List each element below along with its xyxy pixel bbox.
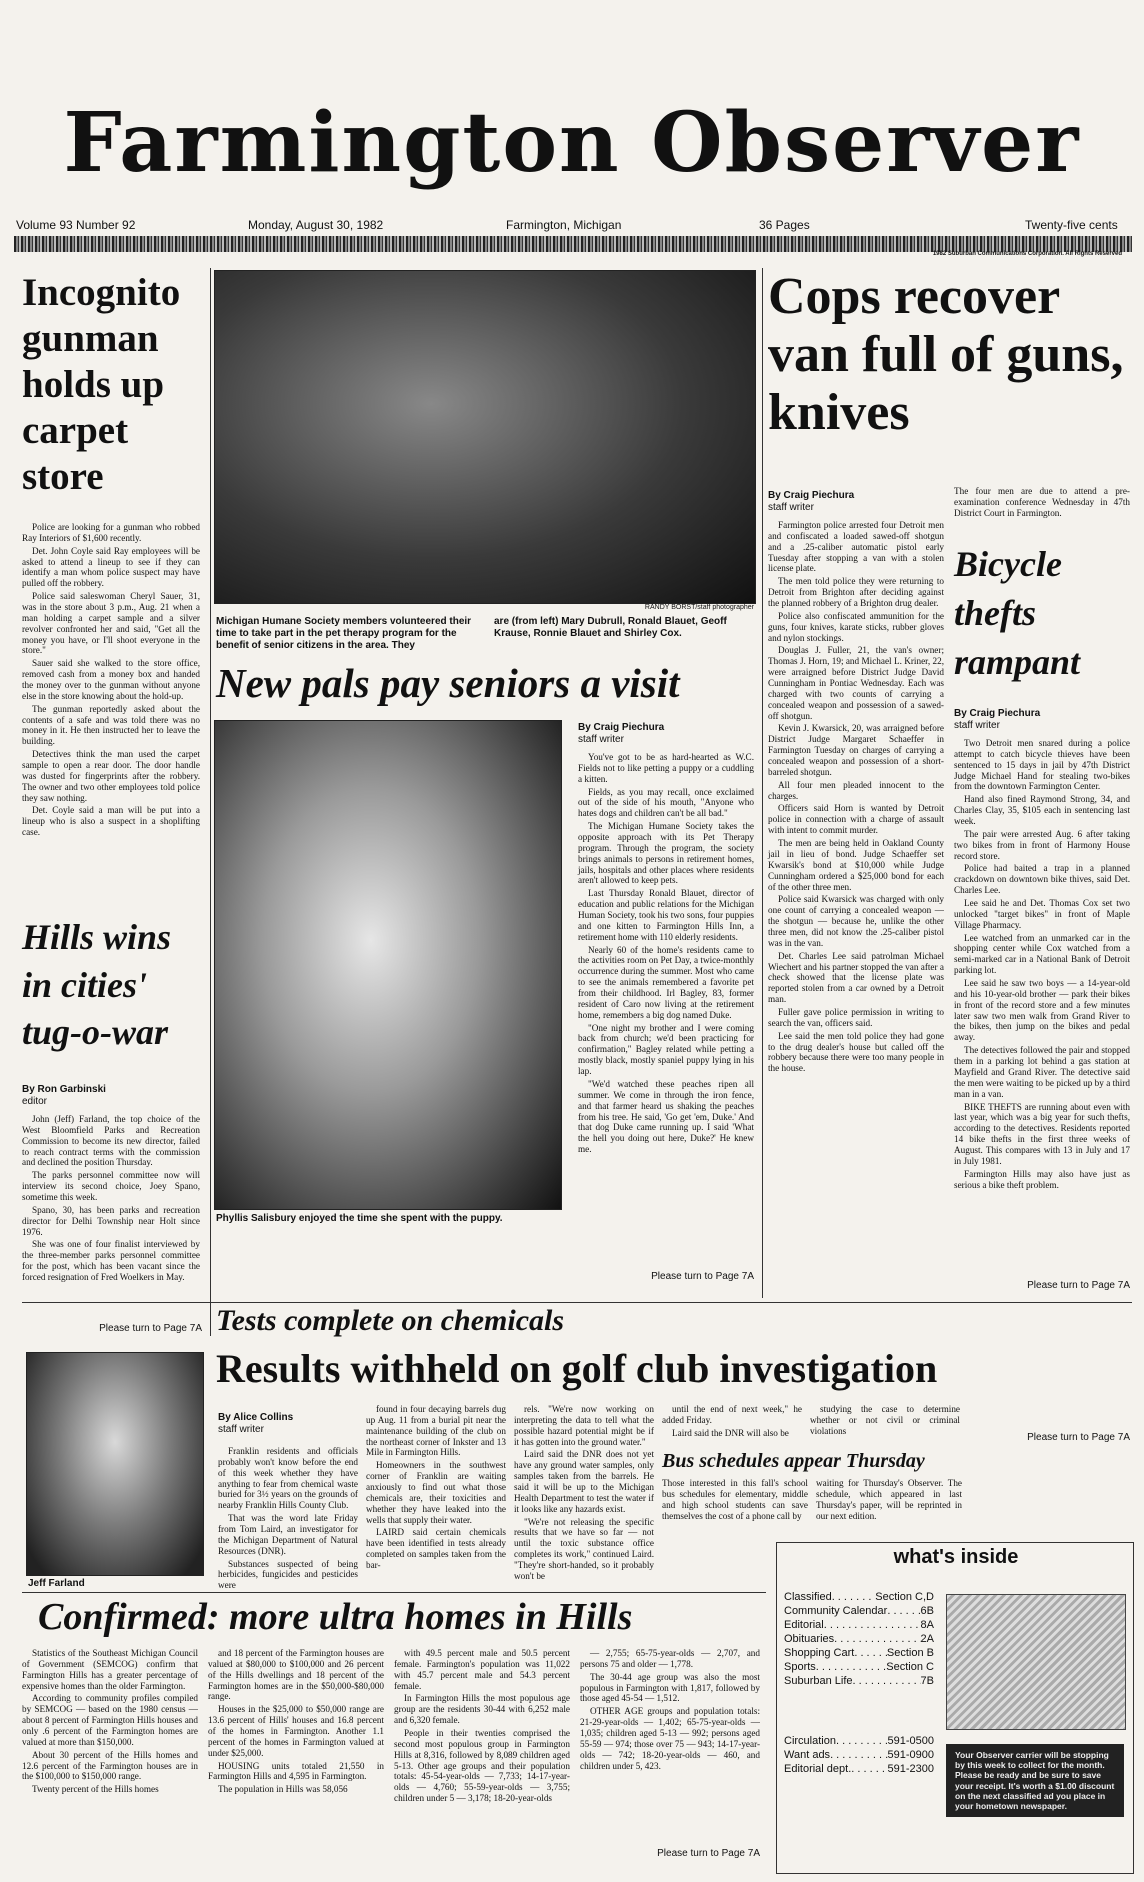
ultra-paragraph: In Farmington Hills the most populous age group are the residents 30-44 with 6,252 male and 6,320 female. [394, 1693, 570, 1726]
pals-paragraph: "We'd watched these peaches ripen all summer. We come in through the iron fence, and that farmer heard us shaking the peaches from his tree. He said, 'Go get 'em, Duke.' And that dog Duke came running up. I said 'What the hell you doing out here, Duke?' He knew me. [578, 1078, 754, 1155]
photo-caption-farland: Jeff Farland [28, 1578, 85, 1589]
story-ultra-col4 [580, 1648, 760, 1773]
byline-golf [218, 1412, 358, 1436]
phone-item-value: 591-0900 [887, 1749, 934, 1762]
sneaker-illustration [946, 1594, 1126, 1730]
phone-item-label: Want ads [784, 1749, 831, 1762]
golf-paragraph: found in four decaying barrels dug up Aug. 11 from a burial pit near the maintenance building of the club on the northeast corner of Inkster and 13 Mile in Farmington Hills. [366, 1404, 506, 1458]
bicycle-paragraph: Police had baited a trap in a planned crackdown on downtown bike thives, said Det. Charles Lee. [954, 863, 1130, 896]
phone-item [784, 1748, 934, 1762]
pals-paragraph: Fields, as you may recall, once exclaimed out of the side of his mouth, "Anyone who hates dogs and children can't be all bad." [578, 786, 754, 819]
index-item-value: Section C,D [875, 1591, 934, 1603]
phone-item-leader [851, 1762, 887, 1776]
bicycle-paragraph: BIKE THEFTS are running about even with last year, which was a big year for such thefts, according to the detectives. Residents reported 14 bike thefts in the first three weeks of August. This compares with 13 in July and 17 in July 1981. [954, 1101, 1130, 1166]
index-item-label: Community Calendar [784, 1605, 888, 1618]
cops-paragraph: Kevin J. Kwarsick, 20, was arraigned before District Judge Margaret Schaeffer in Farmington Tuesday on charges of carrying a concealed weapon and possession of a short-barreled shotgun. [768, 723, 944, 777]
ultra-paragraph: and 18 percent of the Farmington houses are valued at $80,000 to $100,000 and 26 percent of the Hills dwellings and 18 percent of the Farmington homes are in the $50,000-$80,000 range. [208, 1648, 384, 1702]
ultra-paragraph: — 2,755; 65-75-year-olds — 2,707, and persons 75 and older — 1,778. [580, 1648, 760, 1669]
golf-paragraph: Laird said the DNR will also be [672, 1427, 789, 1438]
kicker-golf: Tests complete on chemicals [216, 1304, 565, 1337]
ultra-paragraph: OTHER AGE groups and population totals: 21-29-year-olds — 1,402; 65-75-year-olds — 1,035; children aged 5-13 — 992; persons aged 55-59 — 974; those over 75 — 943; 14-17-year-olds — 742; 18-20-year-olds — 460, and children under 5, 423. [580, 1706, 760, 1771]
photo-phyllis-puppy [214, 720, 562, 1210]
index-item-value: 2A [920, 1633, 934, 1646]
headline-ultra: Confirmed: more ultra homes in Hills [38, 1596, 633, 1638]
ultra-paragraph: HOUSING units totaled 21,550 in Farmington Hills and 4,595 in Farmington. [208, 1760, 384, 1782]
dateline-place: Farmington, Michigan [506, 218, 622, 232]
phone-item-label: Circulation [784, 1735, 836, 1747]
bicycle-paragraph: Lee said he saw two boys — a 14-year-old and his 10-year-old brother — park their bikes in front of the record store and a few minutes later saw two men walk from Grand River to the bikes, then jump on the bikes and pedal away. [954, 978, 1130, 1043]
byline-golf-title: staff writer [218, 1424, 264, 1435]
cops-paragraph: Fuller gave police permission in writing to search the van, officers said. [768, 1006, 944, 1028]
index-item [784, 1590, 934, 1604]
whats-inside-title: what's inside [893, 1546, 1019, 1568]
phone-item [784, 1762, 934, 1776]
phone-item-value: 591-0500 [887, 1735, 934, 1747]
golf-paragraph: until the end of next week," he added Friday. [662, 1404, 802, 1425]
jump-golf[interactable]: Please turn to Page 7A [1027, 1432, 1130, 1443]
photo-caption-phyllis: Phyllis Salisbury enjoyed the time she spent with the puppy. [216, 1213, 503, 1224]
ultra-paragraph: Statistics of the Southeast Michigan Council of Government (SEMCOG) confirm that Farmington Hills has a greater percentage of expensive homes than the older Farmington. [22, 1648, 198, 1691]
masthead-title: Farmington Observer [63, 95, 1081, 191]
story-bus-col2: waiting for Thursday's Observer. The schedule, which appeared in last Thursday's paper, will be reprinted in our next edition. [816, 1478, 962, 1521]
headline-golf: Results withheld on golf club investigation [216, 1346, 938, 1391]
story-ultra-col2 [208, 1648, 384, 1797]
price: Twenty-five cents [1025, 218, 1118, 232]
jump-ultra[interactable]: Please turn to Page 7A [657, 1848, 760, 1859]
whats-inside-index [784, 1590, 934, 1689]
bicycle-paragraph: Hand also fined Raymond Strong, 34, and Charles Clay, 35, $105 each in sentencing last week. [954, 794, 1130, 827]
index-item [784, 1646, 934, 1660]
hills-paragraph: The parks personnel committee now will interview its second choice, Joey Spano, sometime this week. [22, 1170, 200, 1203]
byline-cops-title: staff writer [768, 502, 814, 513]
column-divider [762, 268, 763, 1298]
bicycle-paragraph: Lee watched from an unmarked car in the shopping center while Cox watched from a semi-marked car in a National Bank of Detroit parking lot. [954, 932, 1130, 976]
story-cops-right-para: The four men are due to attend a pre-examination conference Wednesday in 47th District Court in Farmington. [954, 486, 1130, 518]
ultra-paragraph: According to community profiles compiled by SEMCOG — based on the 1980 census — about 8 percent of Farmington Hills houses and only .6 percent of the Farmington homes are valued at more than $150,000. [22, 1693, 198, 1747]
bicycle-paragraph: The detectives followed the pair and stopped them in a parking lot behind a gas station at Mayfield and Grand River. The detective said the men were waiting to be picked up by a third man in a van. [954, 1045, 1130, 1099]
page-count: 36 Pages [759, 218, 810, 232]
phone-item-leader [836, 1734, 888, 1748]
pals-paragraph: The Michigan Humane Society takes the opposite approach with its Pet Therapy program. Through the program, the society brings animals to persons in retirement homes, jails, hospitals and other places where residents aren't allowed to keep pets. [578, 821, 754, 886]
story-pals-body [578, 752, 754, 1157]
story-cops-body [768, 520, 944, 1076]
whats-inside-phones [784, 1734, 934, 1776]
hills-paragraph: Spano, 30, has been parks and recreation director for Delhi Township near Holt since 1976. [22, 1204, 200, 1237]
pals-paragraph: You've got to be as hard-hearted as W.C. Fields not to like petting a puppy or a cuddling a kitten. [578, 752, 754, 784]
jump-hills[interactable]: Please turn to Page 7A [99, 1323, 202, 1334]
byline-pals-title: staff writer [578, 734, 624, 745]
story-golf-col4 [662, 1404, 802, 1441]
byline-pals [578, 722, 756, 746]
index-item-label: Suburban Life [784, 1675, 853, 1688]
pals-paragraph: Nearly 60 of the home's residents came to the activities room on Pet Day, a twice-monthly occurrence during the summer. Most who came to see the animals remembered a favorite pet from their childhood. Irl Bagley, 83, former resident of Caro now living at the retirement home, remembers a big dog named Duke. [578, 944, 754, 1020]
volume-number: Volume 93 Number 92 [16, 218, 136, 232]
headline-bicycle: Bicycle thefts rampant [954, 544, 1081, 682]
cops-paragraph: Officers said Horn is wanted by Detroit police in connection with a charge of assault with intent to commit murder. [768, 803, 944, 836]
ultra-paragraph: The population in Hills was 58,056 [218, 1784, 348, 1795]
story-golf-col3 [514, 1404, 654, 1584]
ultra-paragraph: The 30-44 age group was also the most populous in Farmington with 1,817, followed by those aged 45-54 — 1,512. [580, 1671, 760, 1704]
cops-paragraph: Police said Kwarsick was charged with only one count of carrying a concealed weapon — the shotgun — because he, unlike the other three men, did not know the .25-caliber pistol was in the van. [768, 894, 944, 948]
phone-item-leader [830, 1748, 887, 1762]
cops-paragraph: The men told police they were returning to Detroit from Brighton after deciding against the planned robbery of a Brighton drug dealer. [768, 576, 944, 609]
photo-credit: RANDY BORST/staff photographer [644, 604, 754, 611]
index-item [784, 1674, 934, 1688]
issue-date: Monday, August 30, 1982 [248, 218, 384, 232]
story-golf-col1 [218, 1446, 358, 1593]
headline-hills: Hills wins in cities' tug-o-war [22, 917, 172, 1053]
phone-item [784, 1734, 934, 1748]
index-item-leader [887, 1604, 920, 1618]
golf-paragraph: That was the word late Friday from Tom Laird, an investigator for the Michigan Department of Natural Resources (DNR). [218, 1513, 358, 1556]
carrier-offer: Your Observer carrier will be stopping by this week to collect for the month. Please be ready and be sure to save your receipt. It's worth a $1.00 discount on the next classified ad you place in your hometown newspaper. [946, 1744, 1124, 1817]
story-golf-col5 [810, 1404, 960, 1439]
golf-paragraph: Homeowners in the southwest corner of Franklin are waiting anxiously to find out what those chemicals are, their toxicities and whether they have leaked into the wells that supply their water. [366, 1460, 506, 1525]
index-item-leader [832, 1590, 876, 1604]
index-item-value: 8A [920, 1619, 934, 1632]
index-item-leader [834, 1632, 920, 1646]
phone-item-label: Editorial dept. [784, 1763, 852, 1776]
photo-pet-therapy [214, 270, 756, 604]
photo-jeff-farland [26, 1352, 204, 1576]
copyright-line: 1982 Suburban Communications Corporation. All Rights Reserved [932, 251, 1122, 257]
headline-bus: Bus schedules appear Thursday [662, 1450, 925, 1472]
story-ultra-col1 [22, 1648, 198, 1797]
golf-paragraph: "We're not releasing the specific results that we have so far — not until the toxic substance office completes its work," continued Laird. "They're short-handed, so it probably won't be [514, 1516, 654, 1581]
gunman-paragraph: Det. Coyle said a man will be put into a lineup who is also a suspect in a shoplifting case. [22, 805, 200, 838]
golf-paragraph: Substances suspected of being herbicides, fungicides and pesticides were [218, 1558, 358, 1591]
story-gunman-body [22, 522, 200, 840]
byline-cops-name: By Craig Piechura [768, 490, 855, 501]
golf-paragraph: LAIRD said certain chemicals have been identified in tests already completed on samples taken from the bar- [366, 1527, 506, 1571]
byline-bicycle-title: staff writer [954, 720, 1000, 731]
gunman-paragraph: Det. John Coyle said Ray employees will be asked to attend a lineup to see if they can identify a man whom police suspect may have pulled off the robbery. [22, 545, 200, 589]
section-rule [22, 1592, 766, 1593]
pals-paragraph: "One night my brother and I were coming back from church; we'd been practicing for confirmation," Bagley related while petting a mostly black, mostly spaniel puppy lying in his lap. [578, 1022, 754, 1077]
index-item-leader [816, 1660, 887, 1674]
index-item [784, 1604, 934, 1618]
cops-paragraph: Det. Charles Lee said patrolman Michael Wiechert and his partner stopped the van after a check showed that the license plate was reported stolen from a car owned by a Detroit man. [768, 950, 944, 1005]
cops-paragraph: The men are being held in Oakland County jail in lieu of bond. Judge Schaeffer set Kwarsik's bond at $10,000 while Judge Cunningham ordered a $25,000 bond for each of the other three men. [768, 838, 944, 892]
phone-item-value: 591-2300 [887, 1763, 934, 1776]
byline-bicycle-name: By Craig Piechura [954, 708, 1041, 719]
headline-cops: Cops recover van full of guns, knives [768, 268, 1124, 442]
ultra-paragraph: Twenty percent of the Hills homes [32, 1784, 159, 1795]
bicycle-paragraph: The pair were arrested Aug. 6 after taking two bikes from in front of Harmony House record store. [954, 828, 1130, 861]
gunman-paragraph: The gunman reportedly asked about the contents of a safe and was told there was no money in it. He then instructed her to leave the building. [22, 703, 200, 747]
index-item-leader [854, 1646, 887, 1660]
cops-paragraph: Police also confiscated ammunition for the guns, four knives, karate sticks, rubber gloves and nylon stockings. [768, 610, 944, 643]
index-item-leader [824, 1618, 921, 1632]
bicycle-paragraph: Two Detroit men snared during a police attempt to catch bicycle thieves have been sentenced to 15 days in jail by 47th District Judge Michael Hand for stealing two-bikes from the downtown Farmington Center. [954, 738, 1130, 792]
index-item [784, 1632, 934, 1646]
story-bus-col1: Those interested in this fall's school bus schedules for elementary, middle and high school students can save themselves the cost of a phone call by [662, 1478, 808, 1521]
gunman-paragraph: Police said saleswoman Cheryl Sauer, 31, was in the store about 3 p.m., Aug. 21 when a man holding a carpet sample and a silver revolver confronted her and said, "Get all the money you have, or I'll shoot everyone in the store." [22, 591, 200, 656]
byline-hills-name: By Ron Garbinski [22, 1084, 106, 1095]
bicycle-paragraph: Farmington Hills may also have just as serious a bike theft problem. [954, 1168, 1130, 1190]
byline-bicycle [954, 708, 1130, 732]
byline-hills-title: editor [22, 1096, 48, 1107]
index-item-value: Section B [886, 1647, 934, 1660]
byline-pals-name: By Craig Piechura [578, 722, 665, 733]
ultra-paragraph: About 30 percent of the Hills homes and 12.6 percent of the Farmington houses are in the $100,000 to $150,000 range. [22, 1749, 198, 1782]
index-item-value: 6B [920, 1605, 934, 1618]
headline-gunman: Incognito gunman holds up carpet store [22, 271, 181, 499]
headline-pals: New pals pay seniors a visit [216, 660, 680, 706]
bicycle-paragraph: Lee said he and Det. Thomas Cox set two unlocked "target bikes" in front of Maple Village Pharmacy. [954, 898, 1130, 930]
masthead-rule [14, 236, 1132, 252]
byline-golf-name: By Alice Collins [218, 1412, 294, 1423]
ultra-paragraph: People in their twenties comprised the second most populous group in Farmington Hills at 8,316, followed by 8,089 children aged 5-13. Other age groups and their population totals: 45-54-year-olds — 7,733; 14-17-year-olds — 4,760; 55-59-year-olds — 3,755; children under 5 — 3,178; 18-20-year-olds [394, 1728, 570, 1804]
section-rule [22, 1302, 1132, 1303]
cops-paragraph: All four men pleaded innocent to the charges. [768, 779, 944, 801]
golf-paragraph: Franklin residents and officials probably won't know before the end of this week whether they have anything to fear from chemical waste buried for 3½ years on the grounds of nearby Franklin Hills County Club. [218, 1446, 358, 1511]
golf-paragraph: Laird said the DNR does not yet have any ground water samples, only samples taken from the barrels. He said it will be up to the Michigan Health Department to test the water if it looks like any hazards exist. [514, 1449, 654, 1514]
index-item-label: Sports [784, 1661, 816, 1674]
jump-pals[interactable]: Please turn to Page 7A [651, 1271, 754, 1282]
story-bicycle-body [954, 738, 1130, 1192]
ultra-paragraph: with 49.5 percent male and 50.5 percent female. Farmington's population was 11,022 with 45.7 percent male and 54.3 percent female. [394, 1648, 570, 1691]
index-item-value: Section C [886, 1661, 934, 1674]
gunman-paragraph: Police are looking for a gunman who robbed Ray Interiors of $1,600 recently. [22, 522, 200, 543]
index-item-label: Shopping Cart [784, 1647, 855, 1660]
index-item [784, 1618, 934, 1632]
photo-caption-b: are (from left) Mary Dubrull, Ronald Blauet, Geoff Krause, Ronnie Blauet and Shirley Cox. [494, 616, 727, 639]
gunman-paragraph: Detectives think the man used the carpet sample to open a rear door. The door handle was dusted for fingerprints after the robbery. The owner and two other employees told police they saw nothing. [22, 749, 200, 803]
index-item [784, 1660, 934, 1674]
story-hills-body [22, 1114, 200, 1285]
story-golf-col2 [366, 1404, 506, 1573]
story-ultra-col3 [394, 1648, 570, 1806]
index-item-value: 7B [920, 1675, 934, 1688]
cops-paragraph: Farmington police arrested four Detroit men and confiscated a loaded sawed-off shotgun and a .25-caliber automatic pistol early Tuesday after stopping a van with a stolen license plate. [768, 520, 944, 574]
jump-bicycle[interactable]: Please turn to Page 7A [1027, 1280, 1130, 1291]
cops-paragraph: Lee said the men told police they had gone to the drug dealer's house but called off the robbery because there were too many people in the house. [768, 1030, 944, 1074]
column-divider [210, 268, 211, 1336]
byline-hills [22, 1084, 202, 1108]
cops-paragraph: Douglas J. Fuller, 21, the van's owner; Thomas J. Horn, 19; and Michael L. Kriner, 22, were arraigned before District Judge David Cunningham in Pontiac Wednesday. Each was charged with two counts of carrying a concealed weapon and possession of a sawed-off shotgun. [768, 645, 944, 721]
golf-paragraph: studying the case to determine whether or not civil or criminal violations [810, 1404, 960, 1436]
index-item-leader [853, 1674, 921, 1688]
photo-caption-a: Michigan Humane Society members volunteered their time to take part in the pet therapy program for the benefit of senior citizens in the area. They [216, 616, 472, 651]
ultra-paragraph: Houses in the $25,000 to $50,000 range are 13.6 percent of Hills' houses and 16.8 percent of the homes in Farmington. Another 1.1 percent of the homes in Farmington valued at under $25,000. [208, 1704, 384, 1758]
pals-paragraph: Last Thursday Ronald Blauet, director of education and public relations for the Michigan Human Society, took his two sons, four puppies and one kitten to Farmington Hills Inn, a retirement home with 110 elderly residents. [578, 888, 754, 942]
index-item-label: Obituaries [784, 1633, 835, 1646]
index-item-label: Editorial [784, 1619, 824, 1632]
hills-paragraph: John (Jeff) Farland, the top choice of the West Bloomfield Parks and Recreation Commission to become its new director, failed to reach contract terms with the commission and declined the position Thursday. [22, 1114, 200, 1168]
gunman-paragraph: Sauer said she walked to the store office, removed cash from a money box and handed the money over to the gunman without anyone else in the store knowing about the hold-up. [22, 658, 200, 701]
golf-paragraph: rels. "We're now working on interpreting the data to tell what the possible hazard potential might be if it has gotten into the ground water." [514, 1404, 654, 1447]
hills-paragraph: She was one of four finalist interviewed by the three-member parks personnel committee for the post, which has been vacant since the forced resignation of Fred Woelkers in May. [22, 1239, 200, 1283]
byline-cops [768, 490, 943, 514]
index-item-label: Classified [784, 1591, 832, 1603]
